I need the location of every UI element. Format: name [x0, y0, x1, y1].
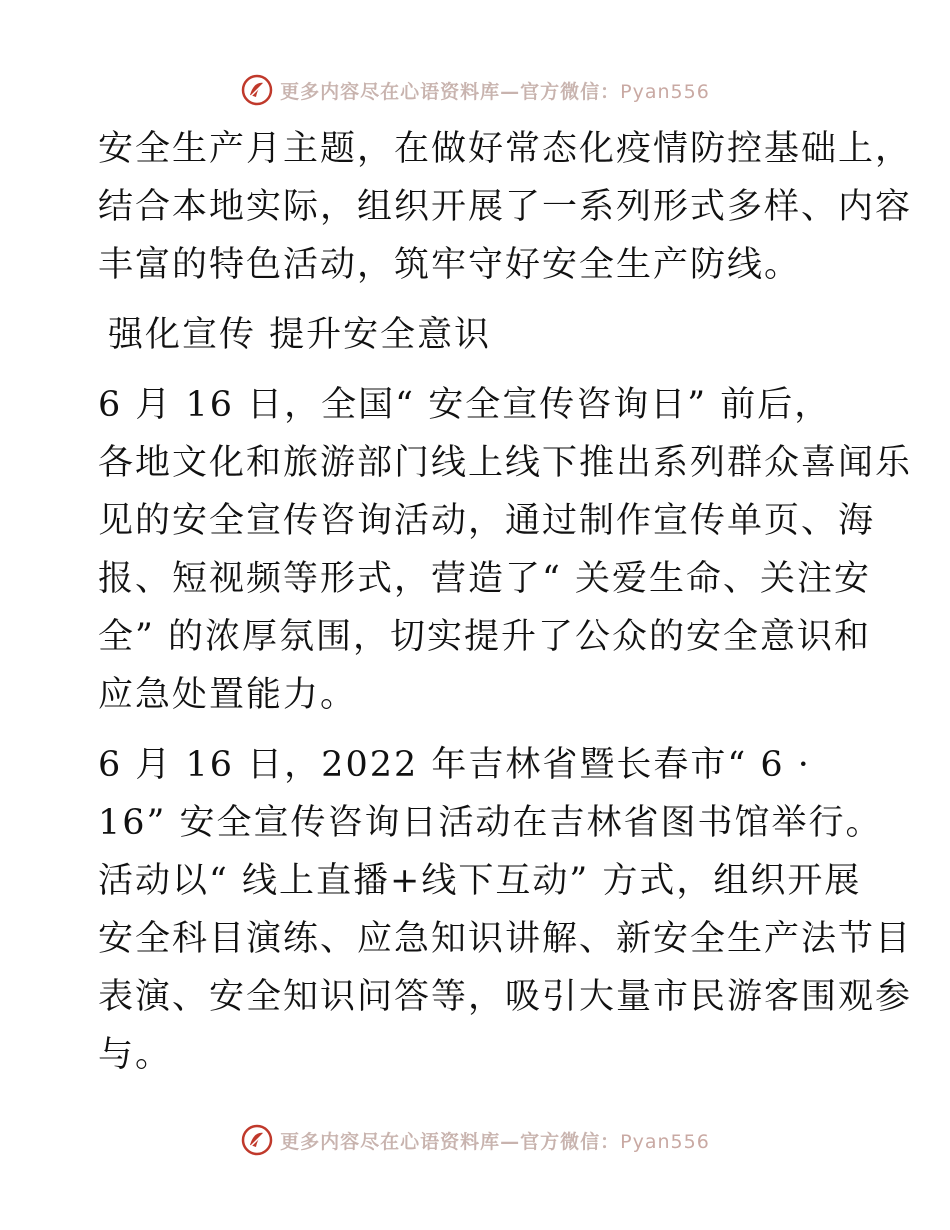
header-wechat-id: Pyan556	[620, 80, 710, 103]
text-line: 见的安全宣传咨询活动，通过制作宣传单页、海	[98, 501, 876, 541]
footer-banner	[0, 1120, 950, 1160]
footer-wechat-id: Pyan556	[620, 1130, 710, 1153]
header-banner-text	[280, 77, 710, 104]
text-line: 结合本地实际，组织开展了一系列形式多样、内容	[98, 187, 913, 227]
text-line: 与。	[98, 1035, 173, 1075]
document-body	[98, 120, 913, 1096]
text-line: 各地文化和旅游部门线上线下推出系列群众喜闻乐	[98, 443, 913, 483]
footer-banner-label: 更多内容尽在心语资料库—官方微信：	[280, 1130, 621, 1153]
footer-banner-text	[280, 1127, 710, 1154]
brand-logo-icon	[240, 1123, 274, 1157]
header-banner	[0, 70, 950, 110]
section-heading: 强化宣传 提升安全意识	[108, 315, 492, 355]
text-line: 安全生产月主题，在做好常态化疫情防控基础上，	[98, 129, 913, 169]
intro-paragraph	[98, 120, 913, 294]
text-line: 6 月 16 日，全国“ 安全宣传咨询日” 前后，	[98, 385, 832, 425]
paragraph-jilin-event	[98, 736, 913, 1084]
text-line: 全” 的浓厚氛围，切实提升了公众的安全意识和	[98, 617, 872, 657]
text-line: 表演、安全知识问答等，吸引大量市民游客围观参	[98, 977, 913, 1017]
brand-logo-icon	[240, 73, 274, 107]
text-line: 报、短视频等形式，营造了“ 关爱生命、关注安	[98, 559, 872, 599]
text-line: 活动以“ 线上直播+线下互动” 方式，组织开展	[98, 861, 862, 901]
text-line: 丰富的特色活动，筑牢守好安全生产防线。	[98, 245, 802, 285]
text-line: 16” 安全宣传咨询日活动在吉林省图书馆举行。	[98, 803, 883, 843]
paragraph-safety-day	[98, 376, 913, 724]
text-line: 6 月 16 日，2022 年吉林省暨长春市“ 6 ·	[98, 745, 811, 785]
text-line: 应急处置能力。	[98, 675, 358, 715]
header-banner-label: 更多内容尽在心语资料库—官方微信：	[280, 80, 621, 103]
text-line: 安全科目演练、应急知识讲解、新安全生产法节目	[98, 919, 913, 959]
